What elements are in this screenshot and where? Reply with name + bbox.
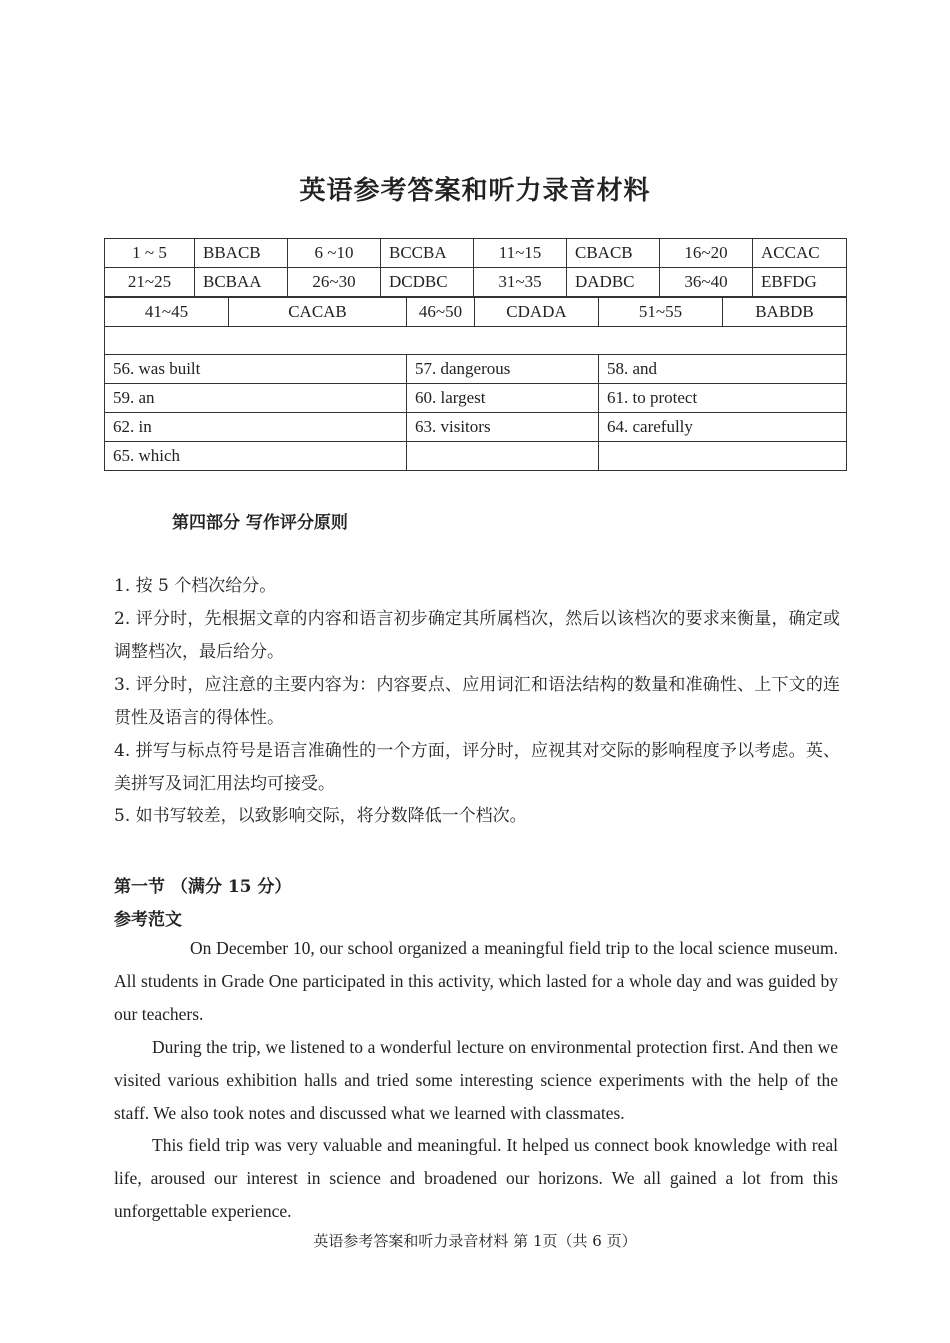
answer-table-41-55: [104, 297, 847, 327]
fill-cell: 60. largest: [407, 384, 599, 413]
answer-cell: BABDB: [723, 298, 847, 327]
answer-cell: DCDBC: [381, 268, 474, 297]
blank-cell: [105, 327, 847, 355]
answer-row-2: [105, 268, 847, 297]
essay-paragraph: On December 10, our school organized a meaningful field trip to the local science museum. All students in Grade One participated in this activity, which lasted for a whole day and was guided by our teachers.: [114, 938, 838, 1024]
fill-cell: 61. to protect: [599, 384, 847, 413]
range-cell: 41~45: [105, 298, 229, 327]
page-title: 英语参考答案和听力录音材料: [299, 176, 651, 206]
answer-cell: ACCAC: [753, 239, 847, 268]
fill-cell: [599, 442, 847, 471]
scoring-rule: 4. 拼写与标点符号是语言准确性的一个方面，评分时，应视其对交际的影响程度予以考虑。英、美拼写及词汇用法均可接受。: [114, 741, 840, 794]
essay-paragraph: During the trip, we listened to a wonderful lecture on environmental protection first. And then we visited various exhibition halls and tried some interesting science experiments with the help of the staff. We also took notes and discussed what we learned with classmates.: [114, 1037, 838, 1123]
range-cell: 11~15: [474, 239, 567, 268]
fill-cell: 63. visitors: [407, 413, 599, 442]
answer-cell: CBACB: [567, 239, 660, 268]
answer-cell: BCBAA: [195, 268, 288, 297]
answer-cell: CACAB: [229, 298, 407, 327]
range-cell: 21~25: [105, 268, 195, 297]
fill-cell: 64. carefully: [599, 413, 847, 442]
fill-cell: [407, 442, 599, 471]
fill-row: [105, 442, 847, 471]
scoring-rule: 2. 评分时，先根据文章的内容和语言初步确定其所属档次，然后以该档次的要求来衡量，确定或调整档次，最后给分。: [114, 609, 840, 662]
fill-in-answer-table: [104, 326, 847, 471]
writing-section-heading: 第四部分 写作评分原则: [172, 513, 348, 533]
answer-cell: DADBC: [567, 268, 660, 297]
answer-row-1: [105, 239, 847, 268]
range-cell: 46~50: [407, 298, 475, 327]
range-cell: 36~40: [660, 268, 753, 297]
scoring-rule: 5. 如书写较差，以致影响交际，将分数降低一个档次。: [114, 806, 527, 826]
answer-row-3: [105, 298, 847, 327]
range-cell: 51~55: [599, 298, 723, 327]
fill-row: [105, 355, 847, 384]
answer-cell: BBACB: [195, 239, 288, 268]
answer-cell: BCCBA: [381, 239, 474, 268]
fill-cell: 65. which: [105, 442, 407, 471]
essay-paragraph: This field trip was very valuable and meaningful. It helped us connect book knowledge with real life, aroused our interest in science and broadened our horizons. We all gained a lot from this unforgettable experience.: [114, 1135, 838, 1221]
range-cell: 16~20: [660, 239, 753, 268]
range-cell: 26~30: [288, 268, 381, 297]
answer-cell: EBFDG: [753, 268, 847, 297]
fill-cell: 57. dangerous: [407, 355, 599, 384]
scoring-rule: 1. 按 5 个档次给分。: [114, 576, 277, 596]
fill-cell: 56. was built: [105, 355, 407, 384]
fill-row: [105, 384, 847, 413]
range-cell: 31~35: [474, 268, 567, 297]
blank-row: [105, 327, 847, 355]
section-heading: 第一节 （满分 15 分）: [114, 877, 292, 897]
fill-cell: 62. in: [105, 413, 407, 442]
page-footer: 英语参考答案和听力录音材料 第 1页（共 6 页）: [313, 1232, 637, 1250]
fill-cell: 59. an: [105, 384, 407, 413]
scoring-rule: 3. 评分时，应注意的主要内容为：内容要点、应用词汇和语法结构的数量和准确性、上下文的连贯性及语言的得体性。: [114, 675, 840, 728]
range-cell: 6 ~10: [288, 239, 381, 268]
fill-cell: 58. and: [599, 355, 847, 384]
answer-table-1-40: [104, 238, 847, 297]
answer-cell: CDADA: [475, 298, 599, 327]
sample-essay-heading: 参考范文: [114, 910, 182, 930]
range-cell: 1 ~ 5: [105, 239, 195, 268]
fill-row: [105, 413, 847, 442]
